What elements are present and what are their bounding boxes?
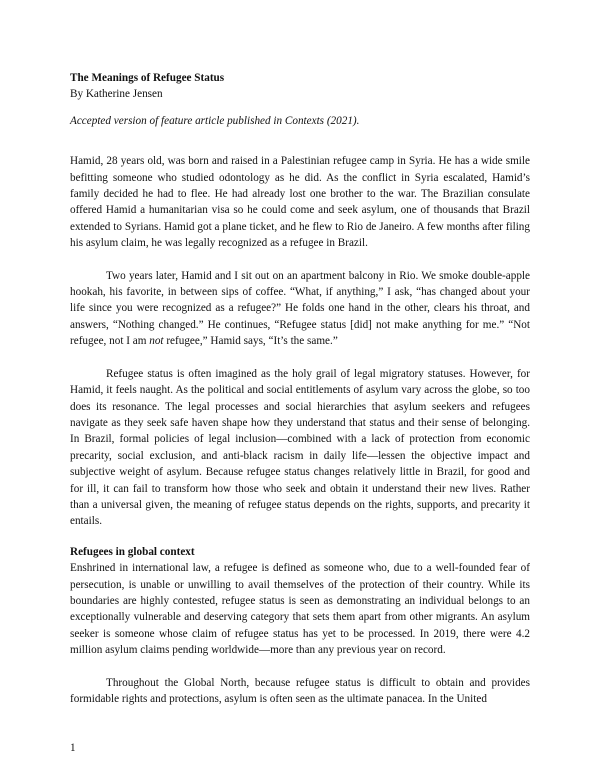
page-content xyxy=(70,70,530,707)
paragraph-5: Throughout the Global North, because refugee status is difficult to obtain and provides formidable rights and protections, asylum is often seen as the ultimate panacea. In the United xyxy=(70,676,530,705)
paragraph-2-text-a: Two years later, Hamid and I sit out on an apartment balcony in Rio. We smoke double-apple hookah, his favorite, in between sips of coffee. “What, if anything,” I ask, “has changed about your life since you were recognized as a refugee?” He folds one hand in the other, clears his throat, and answers, “Nothing changed.” He continues, “Refugee status [did] not make anything for me.” “Not refugee, not I am xyxy=(70,269,530,348)
paragraph-2-emphasis: not xyxy=(149,335,164,348)
page-number: 1 xyxy=(70,742,76,754)
publication-note: Accepted version of feature article published in Contexts (2021). xyxy=(70,114,360,127)
paragraph-2 xyxy=(70,268,530,350)
paragraph-2-text-b: refugee,” Hamid says, “It’s the same.” xyxy=(163,335,338,348)
section-heading: Refugees in global context xyxy=(70,545,195,558)
paragraph-3: Refugee status is often imagined as the holy grail of legal migratory statuses. However, for Hamid, it feels naught. As the political and social entitlements of asylum vary across the globe, so too does its resonance. The legal processes and social hierarchies that asylum seekers and refugees navigate as they seek safe haven shape how they understand that status and their sense of belonging. In Brazil, formal policies of legal inclusion—combined with a lack of protection from economic precarity, social exclusion, and anti-black racism in daily life—lessen the objective impact and subjective weight of asylum. Because refugee status changes relatively little in Brazil, for good and for ill, it can fail to transform how those who seek and obtain it understand their new lives. Rather than a universal given, the meaning of refugee status depends on the rights, supports, and precarity it entails. xyxy=(70,367,530,528)
article-byline: By Katherine Jensen xyxy=(70,88,163,101)
paragraph-1: Hamid, 28 years old, was born and raised in a Palestinian refugee camp in Syria. He has a wide smile befitting someone who studied odontology as he did. As the conflict in Syria escalated, Hamid’s family decided he had to flee. He had already lost one brother to the war. The Brazilian consulate offered Hamid a humanitarian visa so he could come and seek asylum, one of thousands that Brazil extended to Syrians. Hamid got a plane ticket, and he flew to Rio de Janeiro. A few months after filing his asylum claim, he was legally recognized as a refugee in Brazil. xyxy=(70,155,530,250)
article-title: The Meanings of Refugee Status xyxy=(70,72,225,84)
paragraph-4: Enshrined in international law, a refugee is defined as someone who, due to a well-founded fear of persecution, is unable or unwilling to avail themselves of the protection of their country. While its boundaries are highly contested, refugee status is seen as demonstrating an individual belongs to an exceptionally vulnerable and deserving category that sets them apart from other migrants. An asylum seeker is someone whose claim of refugee status has yet to be processed. In 2019, there were 4.2 million asylum claims pending worldwide—more than any previous year on record. xyxy=(70,562,530,657)
